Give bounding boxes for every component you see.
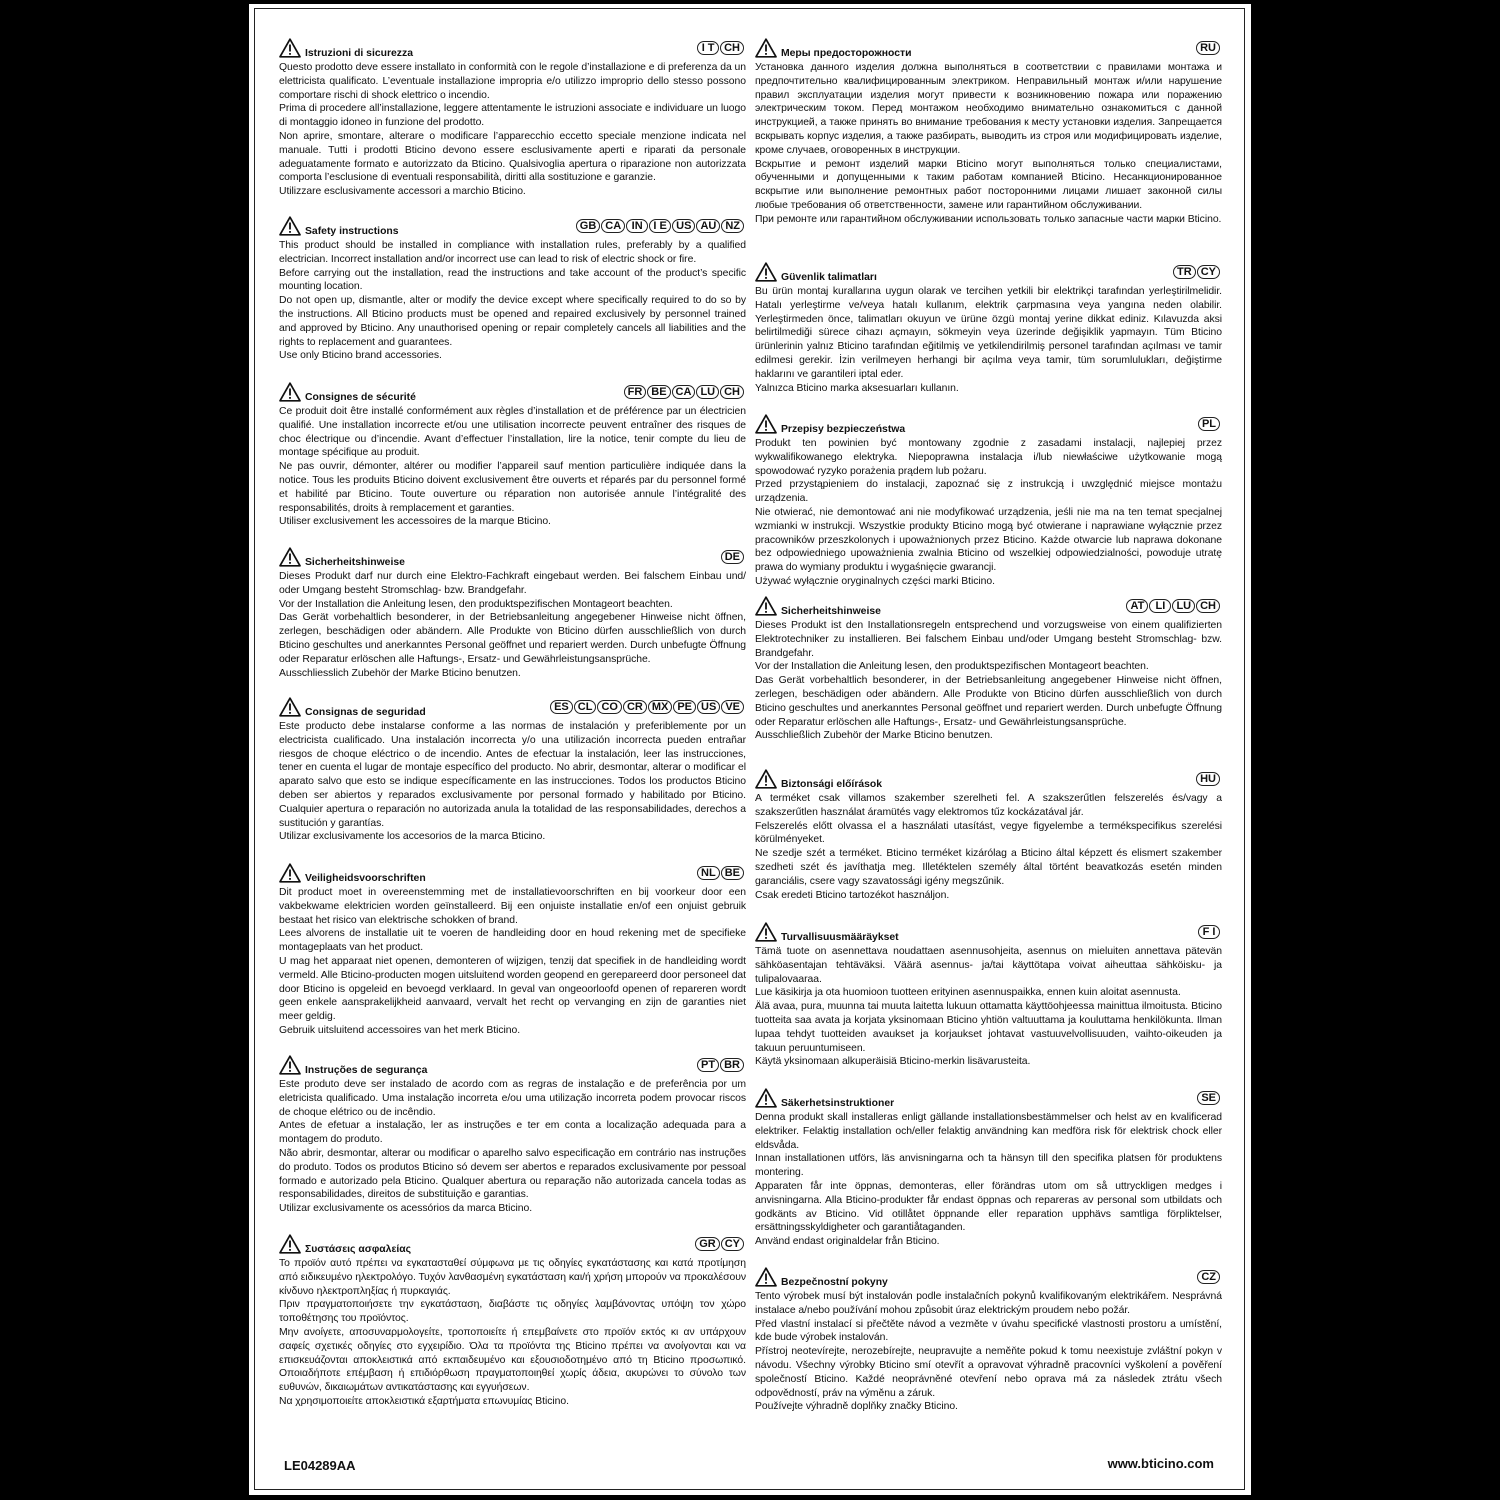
document-code: LE04289AA [284, 1458, 356, 1473]
section-title: Συστάσεις ασφαλείας [305, 1244, 412, 1255]
section-paragraph: Innan installationen utförs, läs anvisningarna och ta hänsyn till den specifika platsen för produktens montering. [755, 1153, 1222, 1179]
section-paragraph: Do not open up, dismantle, alter or modify the device except where specifically required to do so by the instructions. All Bticino products must be opened and repaired exclusively by personnel trained and approved by Bticino. Any unauthorised opening or repair completely cancels all liabilities and the rights to replacement and guarantees. [279, 295, 746, 348]
country-badges [1126, 599, 1220, 613]
warning-triangle-icon [755, 262, 777, 282]
safety-section [279, 1232, 746, 1409]
section-title: Istruzioni di sicurezza [305, 48, 413, 59]
section-paragraph: Před vlastní instalací si přečtěte návod a vezměte v úvahu specifické vlastnosti prostoru a umístění, kde bude výrobek instalován. [755, 1318, 1222, 1344]
section-paragraph: This product should be installed in compliance with installation rules, preferably by a qualified electrician. Incorrect installation and/or incorrect use can lead to risk of electric shock or fire. [279, 240, 746, 265]
section-paragraph: Ce produit doit être installé conformément aux règles d’installation et de préférence par un électricien qualifié. Une installation incorrecte et/ou une utilisation incorrecte peuvent entraîner des risques de choc électrique ou d’incendie. Avant d’effectuer l’installation, lire la notice, tenir compte du lieu de montage spécifique au produit. [279, 406, 746, 459]
country-badge-be: BE [647, 385, 670, 399]
section-paragraph: Bu ürün montaj kurallarına uygun olarak ve tercihen yetkili bir elektrikçi tarafından yerleştirilmelidir. Hatalı yerleştirme ve/veya hatalı kullanım, elektrik çarpmasına veya yangına neden olabilir. Yerleştirmeden önce, talimatları okuyun ve ürüne özgü montaj yerine dikkat ediniz. Kılavuzda aksi belirtilmediği sürece cihazı açmayın, sökmeyin veya üzerinde değişiklik yapmayın. Tüm Bticino ürünlerinin yalnız Bticino tarafından eğitilmiş ve yetkilendirilmiş personel tarafından açılması ve tamir edilmesi gerekir. İzin verilmeyen herhangi bir açılma veya tamir, tüm sorumlulukları, değiştirme haklarını ve garantileri iptal eder. [755, 286, 1222, 380]
safety-section [279, 380, 746, 529]
country-badges [721, 550, 744, 564]
safety-section [279, 545, 746, 680]
section-body [279, 570, 746, 680]
section-paragraph: Ausschliesslich Zubehör der Marke Bticino benutzen. [279, 667, 521, 679]
country-badge-nl: NL [697, 866, 720, 880]
safety-section [279, 36, 746, 199]
country-badges [1197, 1270, 1220, 1284]
section-paragraph: Utilizzare esclusivamente accessori a marchio Bticino. [279, 186, 526, 198]
country-badge-ve: VE [721, 700, 744, 714]
section-paragraph: При ремонте или гарантийном обслуживании использовать только запасные части марки Bticino. [755, 213, 1222, 225]
section-title: Turvallisuusmääräykset [781, 932, 899, 943]
warning-triangle-icon [279, 863, 301, 883]
country-badge-cy: CY [1197, 265, 1220, 279]
section-title: Consignas de seguridad [305, 707, 426, 718]
section-paragraph: Antes de efetuar a instalação, ler as instruções e ter em conta a localização adequada para a montagem do produto. [279, 1120, 746, 1146]
section-paragraph: Questo prodotto deve essere installato in conformità con le regole d’installazione e di preferenza da un elettricista qualificato. L’eventuale installazione impropria e/o utilizzo improprio dello stesso possono comportare rischi di shock elettrico o incendio. [279, 62, 746, 101]
country-badge-f-i: F I [1198, 925, 1220, 939]
section-body [279, 1078, 746, 1216]
section-paragraph: Apparaten får inte öppnas, demonteras, eller förändras utom om så uttryckligen medges i anvisningarna. Alla Bticino-produkter får endast öppnas och repareras av personal som utbildats och godkänts av Bticino. Vid otillåtet öppnande eller reparation upphävs samtliga förpliktelser, ersättningsskyldigheter och garantiåtaganden. [755, 1180, 1222, 1234]
section-paragraph: Nie otwierać, nie demontować ani nie modyfikować urządzenia, jeśli nie ma na ten temat specjalnej wzmianki w instrukcji. Wszystkie produkty Bticino mogą być otwierane i naprawiane wyłącznie przez pracowników przeszkolonych i upoważnionych przez Bticino. Każde otwarcie lub naprawa dokonane bez odpowiedniego upoważnienia zwalnia Bticino od wszelkiej odpowiedzialności, powoduje utratę prawa do wymiany produktu i wygaśnięcie gwarancji. [755, 506, 1222, 574]
section-paragraph: Yalnızca Bticino marka aksesuarları kullanın. [755, 382, 959, 394]
warning-triangle-icon [279, 1234, 301, 1254]
section-paragraph: A terméket csak villamos szakember szerelheti fel. A szakszerűtlen felszerelés és/vagy a szakszerűtlen használat áramütés vagy elektromos tűz kockázatával jár. [755, 793, 1222, 818]
section-body [279, 1257, 746, 1409]
country-badge-au: AU [696, 219, 720, 233]
section-paragraph: Prima di procedere all’installazione, leggere attentamente le istruzioni associate e individuare un luogo di montaggio idoneo in funzione del prodotto. [279, 103, 746, 129]
section-header [279, 36, 746, 61]
country-badges [576, 219, 744, 233]
warning-triangle-icon [755, 769, 777, 789]
section-body [279, 405, 746, 529]
section-paragraph: Das Gerät vorbehaltlich besonderer, in der Betriebsanleitung angegebener Hinweise nicht öffnen, zerlegen, beschädigen oder abändern. Alle Produkte von Bticino dürfen ausschließlich von durch Bticino geschultes und anerkanntes Personal geöffnet und repariert werden. Durch unbefugte Öffnung oder Reparatur erlöschen alle Haftungs-, Ersatz- und Gewährleistungsansprüche. [279, 612, 746, 665]
country-badge-mx: MX [648, 700, 673, 714]
warning-triangle-icon [755, 414, 777, 434]
section-paragraph: Tento výrobek musí být instalován podle instalačních pokynů kvalifikovaným elektrikářem. Nesprávná instalace a/nebo používání mohou způsobit úraz elektrickým proudem nebo požár. [755, 1291, 1222, 1316]
section-title: Sicherheitshinweise [305, 557, 405, 568]
country-badge-ch: CH [1196, 599, 1220, 613]
section-title: Biztonsági előírások [781, 779, 883, 790]
section-paragraph: Používejte výhradně doplňky značky Bticino. [755, 1401, 958, 1413]
section-paragraph: Vor der Installation die Anleitung lesen, den produktspezifischen Montageort beachten. [755, 661, 1149, 673]
country-badge-co: CO [597, 700, 622, 714]
section-header [279, 380, 746, 405]
warning-triangle-icon [279, 382, 301, 402]
safety-section [755, 767, 1222, 902]
section-paragraph: Dieses Produkt darf nur durch eine Elektro-Fachkraft eingebaut werden. Bei falschem Einbau und/ oder Umgang besteht Stromschlag- bzw. Brandgefahr. [279, 571, 746, 596]
section-paragraph: Das Gerät vorbehaltlich besonderer, in der Betriebsanleitung angegebener Hinweise nicht öffnen, zerlegen, beschädigen oder abändern. Alle Produkte von Bticino dürfen ausschließlich von durch Bticino geschultes und anerkanntes Personal geöffnet und repariert werden. Durch unbefugte Öffnung oder Reparatur erlöschen alle Haftungs-, Ersatz- und Gewährleistungsansprüche. [755, 675, 1222, 728]
country-badge-lu: LU [696, 385, 719, 399]
section-paragraph: Use only Bticino brand accessories. [279, 350, 442, 362]
section-paragraph: Utiliser exclusivement les accessoires de la marque Bticino. [279, 516, 551, 528]
section-paragraph: Não abrir, desmontar, alterar ou modificar o aparelho salvo especificação em contrário nas instruções do produto. Todos os produtos Bticino só devem ser abertos e reparados exclusivamente por pessoal formado e autorizado pela Bticino. Qualquer abertura ou reparação não autorizada cancela todas as responsabilidades, direitos de substituição e garantias. [279, 1147, 746, 1201]
section-header [279, 861, 746, 886]
section-title: Меры предосторожности [781, 48, 912, 59]
section-paragraph: Přístroj neotevírejte, nerozebírejte, neupravujte a neměňte pokud k tomu neexistuje zvláštní pokyn v návodu. Všechny výrobky Bticino smí otevřít a opravovat výhradně pracovníci vyškolení a pověření společností Bticino. Každé neoprávněné otevření nebo oprava má za následek ztrátu všech odpovědností, práv na výměnu a záruk. [755, 1346, 1222, 1399]
section-body [279, 239, 746, 363]
country-badge-ru: RU [1196, 41, 1220, 55]
safety-section [755, 412, 1222, 589]
section-body [755, 619, 1222, 743]
safety-section [755, 260, 1222, 395]
section-paragraph: U mag het apparaat niet openen, demonteren of wijzigen, tenzij dat specifiek in de handleiding wordt vermeld. Alle Bticino-producten mogen uitsluitend worden geopend en gerepareerd door personeel dat door Bticino is opgeleid en bevoegd verklaard. In geval van ongeoorloofd openen of repareren wordt geen enkele aansprakelijkheid aanvaard, vervalt het recht op vervanging en zijn de garanties niet meer geldig. [279, 955, 746, 1023]
section-paragraph: Utilizar exclusivamente os acessórios da marca Bticino. [279, 1203, 533, 1215]
section-title: Sicherheitshinweise [781, 606, 881, 617]
section-paragraph: Denna produkt skall installeras enligt gällande installationsbestämmelser och helst av en kvalificerad elektriker. Felaktig installation och/eller felaktig användning kan medföra risk för elektrisk chock eller eldsvåda. [755, 1112, 1222, 1151]
section-paragraph: Μην ανοίγετε, αποσυναρμολογείτε, τροποποιείτε ή επεμβαίνετε στο προϊόν εκτός κι αν υπάρχουν σαφείς σχετικές οδηγίες στο εγχειρίδιο. Όλα τα προϊόντα της Bticino πρέπει να ανοίγονται και να επισκευάζονται αποκλειστικά από εκπαιδευμένο και εξουσιοδοτημένο από τη Bticino προσωπικό. Οποιαδήποτε επέμβαση ή επιδιόρθωση πραγματοποιηθεί χωρίς άδεια, ακυρώνει το σύνολο των ευθυνών, δικαιωμάτων αντικατάστασης και εγγυήσεων. [279, 1326, 746, 1394]
section-paragraph: Ne szedje szét a terméket. Bticino terméket kizárólag a Bticino által képzett és elismert szakember szedheti szét és javíthatja meg. Illetéktelen személy által történt beavatkozás esetén minden garanciális, csere vagy szavatossági igény megszűnik. [755, 848, 1222, 887]
section-body [755, 945, 1222, 1069]
section-paragraph: Ausschließlich Zubehör der Marke Bticino benutzen. [755, 730, 993, 742]
section-header [755, 1086, 1222, 1111]
website-url: www.bticino.com [1107, 1456, 1214, 1471]
section-paragraph: Tämä tuote on asennettava noudattaen asennusohjeita, asennus on mieluiten annettava pätevän sähköasentajan tehtäväksi. Väärä asennus- ja/tai käyttötapa voivat aiheuttaa sähköisku- ja tulipalovaaraa. [755, 946, 1222, 985]
country-badge-ch: CH [720, 41, 744, 55]
country-badge-us: US [697, 700, 720, 714]
safety-section [755, 1086, 1222, 1249]
country-badges [1198, 417, 1220, 431]
country-badge-se: SE [1197, 1091, 1220, 1105]
country-badge-pl: PL [1198, 417, 1220, 431]
section-paragraph: Produkt ten powinien być montowany zgodnie z zasadami instalacji, najlepiej przez wykwalifikowanego elektryka. Niepoprawna instalacja i/lub niewłaściwe użytkowanie mogą spowodować ryzyko porażenia prądem lub pożaru. [755, 438, 1222, 477]
country-badge-at: AT [1126, 599, 1148, 613]
section-header [755, 412, 1222, 437]
section-paragraph: Πριν πραγματοποιήσετε την εγκατάσταση, διαβάστε τις οδηγίες λαμβάνοντας υπόψη τον χώρο τοποθέτησης του προϊόντος. [279, 1299, 746, 1325]
section-header [755, 36, 1222, 61]
country-badge-li: LI [1149, 599, 1171, 613]
document-frame [254, 8, 1245, 1490]
warning-triangle-icon [279, 1055, 301, 1075]
section-body [755, 1290, 1222, 1414]
section-title: Veiligheidsvoorschriften [305, 873, 426, 884]
section-header [755, 594, 1222, 619]
section-body [755, 437, 1222, 589]
country-badges [1198, 925, 1220, 939]
country-badge-hu: HU [1196, 772, 1220, 786]
section-header [279, 1232, 746, 1257]
section-body [279, 720, 746, 844]
country-badge-gb: GB [576, 219, 601, 233]
section-header [279, 545, 746, 570]
country-badge-ch: CH [720, 385, 744, 399]
section-header [755, 1265, 1222, 1290]
country-badge-br: BR [720, 1058, 744, 1072]
section-paragraph: Να χρησιμοποιείτε αποκλειστικά εξαρτήματα επωνυμίας Bticino. [279, 1395, 569, 1407]
section-paragraph: Το προϊόν αυτό πρέπει να εγκατασταθεί σύμφωνα με τις οδηγίες εγκατάστασης και κατά προτίμηση από ειδικευμένο ηλεκτρολόγο. Τυχόν λανθασμένη εγκατάσταση και/ή χρήση μπορούν να προκαλέσουν κίνδυνο ηλεκτροπληξίας ή πυρκαγιάς. [279, 1258, 746, 1297]
country-badge-fr: FR [624, 385, 647, 399]
safety-section [755, 36, 1222, 227]
section-body [755, 285, 1222, 395]
section-paragraph: Utilizar exclusivamente los accesorios de la marca Bticino. [279, 831, 546, 843]
section-paragraph: Lue käsikirja ja ota huomioon tuotteen erityinen asennuspaikka, ennen kuin aloitat asennusta. [755, 987, 1181, 999]
country-badge-ca: CA [601, 219, 625, 233]
section-paragraph: Ne pas ouvrir, démonter, altérer ou modifier l’appareil sauf mention particulière indiquée dans la notice. Tous les produits Bticino doivent exclusivement être ouverts et réparés par du personnel formé et habilité par Bticino. Toute ouverture ou réparation non autorisée annule l’intégralité des responsabilités, droits à remplacement et garanties. [279, 461, 746, 514]
warning-triangle-icon [755, 38, 777, 58]
section-paragraph: Vor der Installation die Anleitung lesen, den produktspezifischen Montageort beachten. [279, 598, 673, 610]
country-badge-gr: GR [695, 1237, 720, 1251]
country-badge-in: IN [626, 219, 648, 233]
document-sheet [249, 4, 1251, 1495]
country-badge-cr: CR [623, 700, 647, 714]
section-title: Przepisy bezpieczeństwa [781, 424, 906, 435]
country-badge-ca: CA [672, 385, 696, 399]
section-header [279, 695, 746, 720]
country-badges [697, 41, 744, 55]
country-badge-cz: CZ [1197, 1270, 1220, 1284]
country-badge-de: DE [721, 550, 744, 564]
section-body [755, 1111, 1222, 1249]
warning-triangle-icon [755, 1267, 777, 1287]
country-badge-i-t: I T [697, 41, 719, 55]
section-header [755, 767, 1222, 792]
section-body [755, 61, 1222, 227]
safety-section [279, 214, 746, 363]
section-paragraph: Non aprire, smontare, alterare o modificare l’apparecchio eccetto speciale menzione indicata nel manuale. Tutti i prodotti Bticino devono essere esclusivamente aperti e riparati da personale adeguatamente formato e autorizzato da Bticino. Qualsivoglia apertura o riparazione non autorizzata comporta l’esclusione di eventuali responsabilità, diritti alla sostituzione e garanzie. [279, 130, 746, 184]
section-paragraph: Felszerelés előtt olvassa el a használati utasítást, vegye figyelembe a termékspecifikus szerelési körülményeket. [755, 820, 1222, 846]
section-title: Instruções de segurança [305, 1065, 428, 1076]
section-paragraph: Este producto debe instalarse conforme a las normas de instalación y preferiblemente por un electricista cualificado. Una instalación incorrecta y/o una utilización incorrecta pueden entrañar riesgos de choque eléctrico o de incendio. Antes de efectuar la instalación, leer las instrucciones, tener en cuenta el lugar de montaje específico del producto. No abrir, desmontar, alterar o modificar el aparato salvo que esto se indique específicamente en las instrucciones. Todos los productos Bticino deben ser abiertos y reparados exclusivamente por personal formado y habilitado por Bticino. Cualquier apertura o reparación no autorizada anula la totalidad de las responsabilidades, derechos a sustitución y garantías. [279, 721, 746, 829]
country-badge-cl: CL [574, 700, 597, 714]
section-title: Consignes de sécurité [305, 392, 416, 403]
country-badge-i-e: I E [649, 219, 671, 233]
section-paragraph: Вскрытие и ремонт изделий марки Bticino могут выполняться только специалистами, обученными и допущенными к таким работам компанией Bticino. Несанкционированное вскрытие или выполнение ремонтных работ посторонними лицами лишает законной силы любые требования об ответственности, замене или гарантийном обслуживании. [755, 158, 1222, 211]
section-paragraph: Dit product moet in overeenstemming met de installatievoorschriften en bij voorkeur door een vakbekwame elektricien worden geïnstalleerd. Bij een onjuiste installatie en/of een onjuist gebruik bestaat het risico van elektrische schokken of brand. [279, 887, 746, 926]
country-badge-pt: PT [697, 1058, 719, 1072]
country-badges [1197, 1091, 1220, 1105]
country-badges [1196, 41, 1220, 55]
section-header [279, 1053, 746, 1078]
section-paragraph: Käytä yksinomaan alkuperäisiä Bticino-merkin lisävarusteita. [755, 1056, 1031, 1068]
section-header [755, 920, 1222, 945]
country-badge-nz: NZ [721, 219, 744, 233]
section-body [279, 61, 746, 199]
country-badges [550, 700, 744, 714]
country-badge-pe: PE [673, 700, 696, 714]
safety-section [279, 1053, 746, 1216]
section-title: Safety instructions [305, 226, 399, 237]
section-paragraph: Przed przystąpieniem do instalacji, zapoznać się z instrukcją i uwzględnić miejsce montażu urządzenia. [755, 479, 1222, 505]
safety-section [279, 695, 746, 844]
section-paragraph: Używać wyłącznie oryginalnych części marki Bticino. [755, 575, 995, 587]
section-paragraph: Before carrying out the installation, read the instructions and take account of the product’s specific mounting location. [279, 267, 746, 293]
country-badges [1173, 265, 1220, 279]
country-badge-lu: LU [1172, 599, 1195, 613]
warning-triangle-icon [755, 922, 777, 942]
warning-triangle-icon [279, 697, 301, 717]
section-title: Bezpečnostní pokyny [781, 1277, 888, 1288]
section-paragraph: Använd endast originaldelar från Bticino. [755, 1236, 940, 1248]
section-paragraph: Lees alvorens de installatie uit te voeren de handleiding door en houd rekening met de specifieke montageplaats van het product. [279, 928, 746, 954]
section-paragraph: Установка данного изделия должна выполняться в соответствии с правилами монтажа и предпочтительно квалифицированным электриком. Неправильный монтаж и/или нарушение правил эксплуатации изделия могут привести к возникновению пожара или поражению электрическим током. Перед монтажом необходимо внимательно ознакомиться с данной инструкцией, а также принять во внимание требования к месту установки изделия. Запрещается вскрывать корпус изделия, а также разбирать, выводить из строя или модифицировать изделие, кроме случаев, оговоренных в инструкции. [755, 62, 1222, 156]
country-badges [624, 385, 744, 399]
section-paragraph: Älä avaa, pura, muunna tai muuta laitetta lukuun ottamatta käyttöohjeessa mainittua ilmoitusta. Bticino tuotteita saa avata ja korjata yksinomaan Bticino yhtiön valtuuttama ja kouluttama henkilökunta. Ilman lupaa tehdyt tuotteiden avaukset ja korjaukset johtavat vastuuvelvollisuuden, vaihto-oikeuden ja takuun peruuntumiseen. [755, 1001, 1222, 1054]
section-paragraph: Gebruik uitsluitend accessoires van het merk Bticino. [279, 1024, 521, 1036]
country-badges [697, 1058, 744, 1072]
country-badges [695, 1237, 744, 1251]
country-badges [1196, 772, 1220, 786]
warning-triangle-icon [279, 38, 301, 58]
section-body [279, 886, 746, 1038]
section-title: Güvenlik talimatları [781, 272, 877, 283]
warning-triangle-icon [279, 216, 301, 236]
safety-section [755, 920, 1222, 1069]
country-badges [697, 866, 744, 880]
warning-triangle-icon [755, 596, 777, 616]
section-paragraph: Dieses Produkt ist den Installationsregeln entsprechend und vorzugsweise von einem qualifizierten Elektrotechniker zu installieren. Bei falschem Einbau und/oder Umgang besteht Stromschlag- bzw. Brandgefahr. [755, 620, 1222, 659]
warning-triangle-icon [279, 547, 301, 567]
safety-section [755, 594, 1222, 743]
section-title: Säkerhetsinstruktioner [781, 1098, 895, 1109]
section-header [279, 214, 746, 239]
section-paragraph: Este produto deve ser instalado de acordo com as regras de instalação e de preferência por um eletricista qualificado. Uma instalação incorreta e/ou uma utilização incorreta podem provocar riscos de choque elétrico ou de incêndio. [279, 1079, 746, 1118]
country-badge-be: BE [721, 866, 744, 880]
country-badge-tr: TR [1173, 265, 1196, 279]
safety-section [755, 1265, 1222, 1414]
country-badge-cy: CY [721, 1237, 744, 1251]
safety-section [279, 861, 746, 1038]
warning-triangle-icon [755, 1088, 777, 1108]
section-body [755, 792, 1222, 902]
country-badge-es: ES [550, 700, 573, 714]
section-paragraph: Csak eredeti Bticino tartozékot használjon. [755, 889, 950, 901]
country-badge-us: US [672, 219, 695, 233]
section-header [755, 260, 1222, 285]
